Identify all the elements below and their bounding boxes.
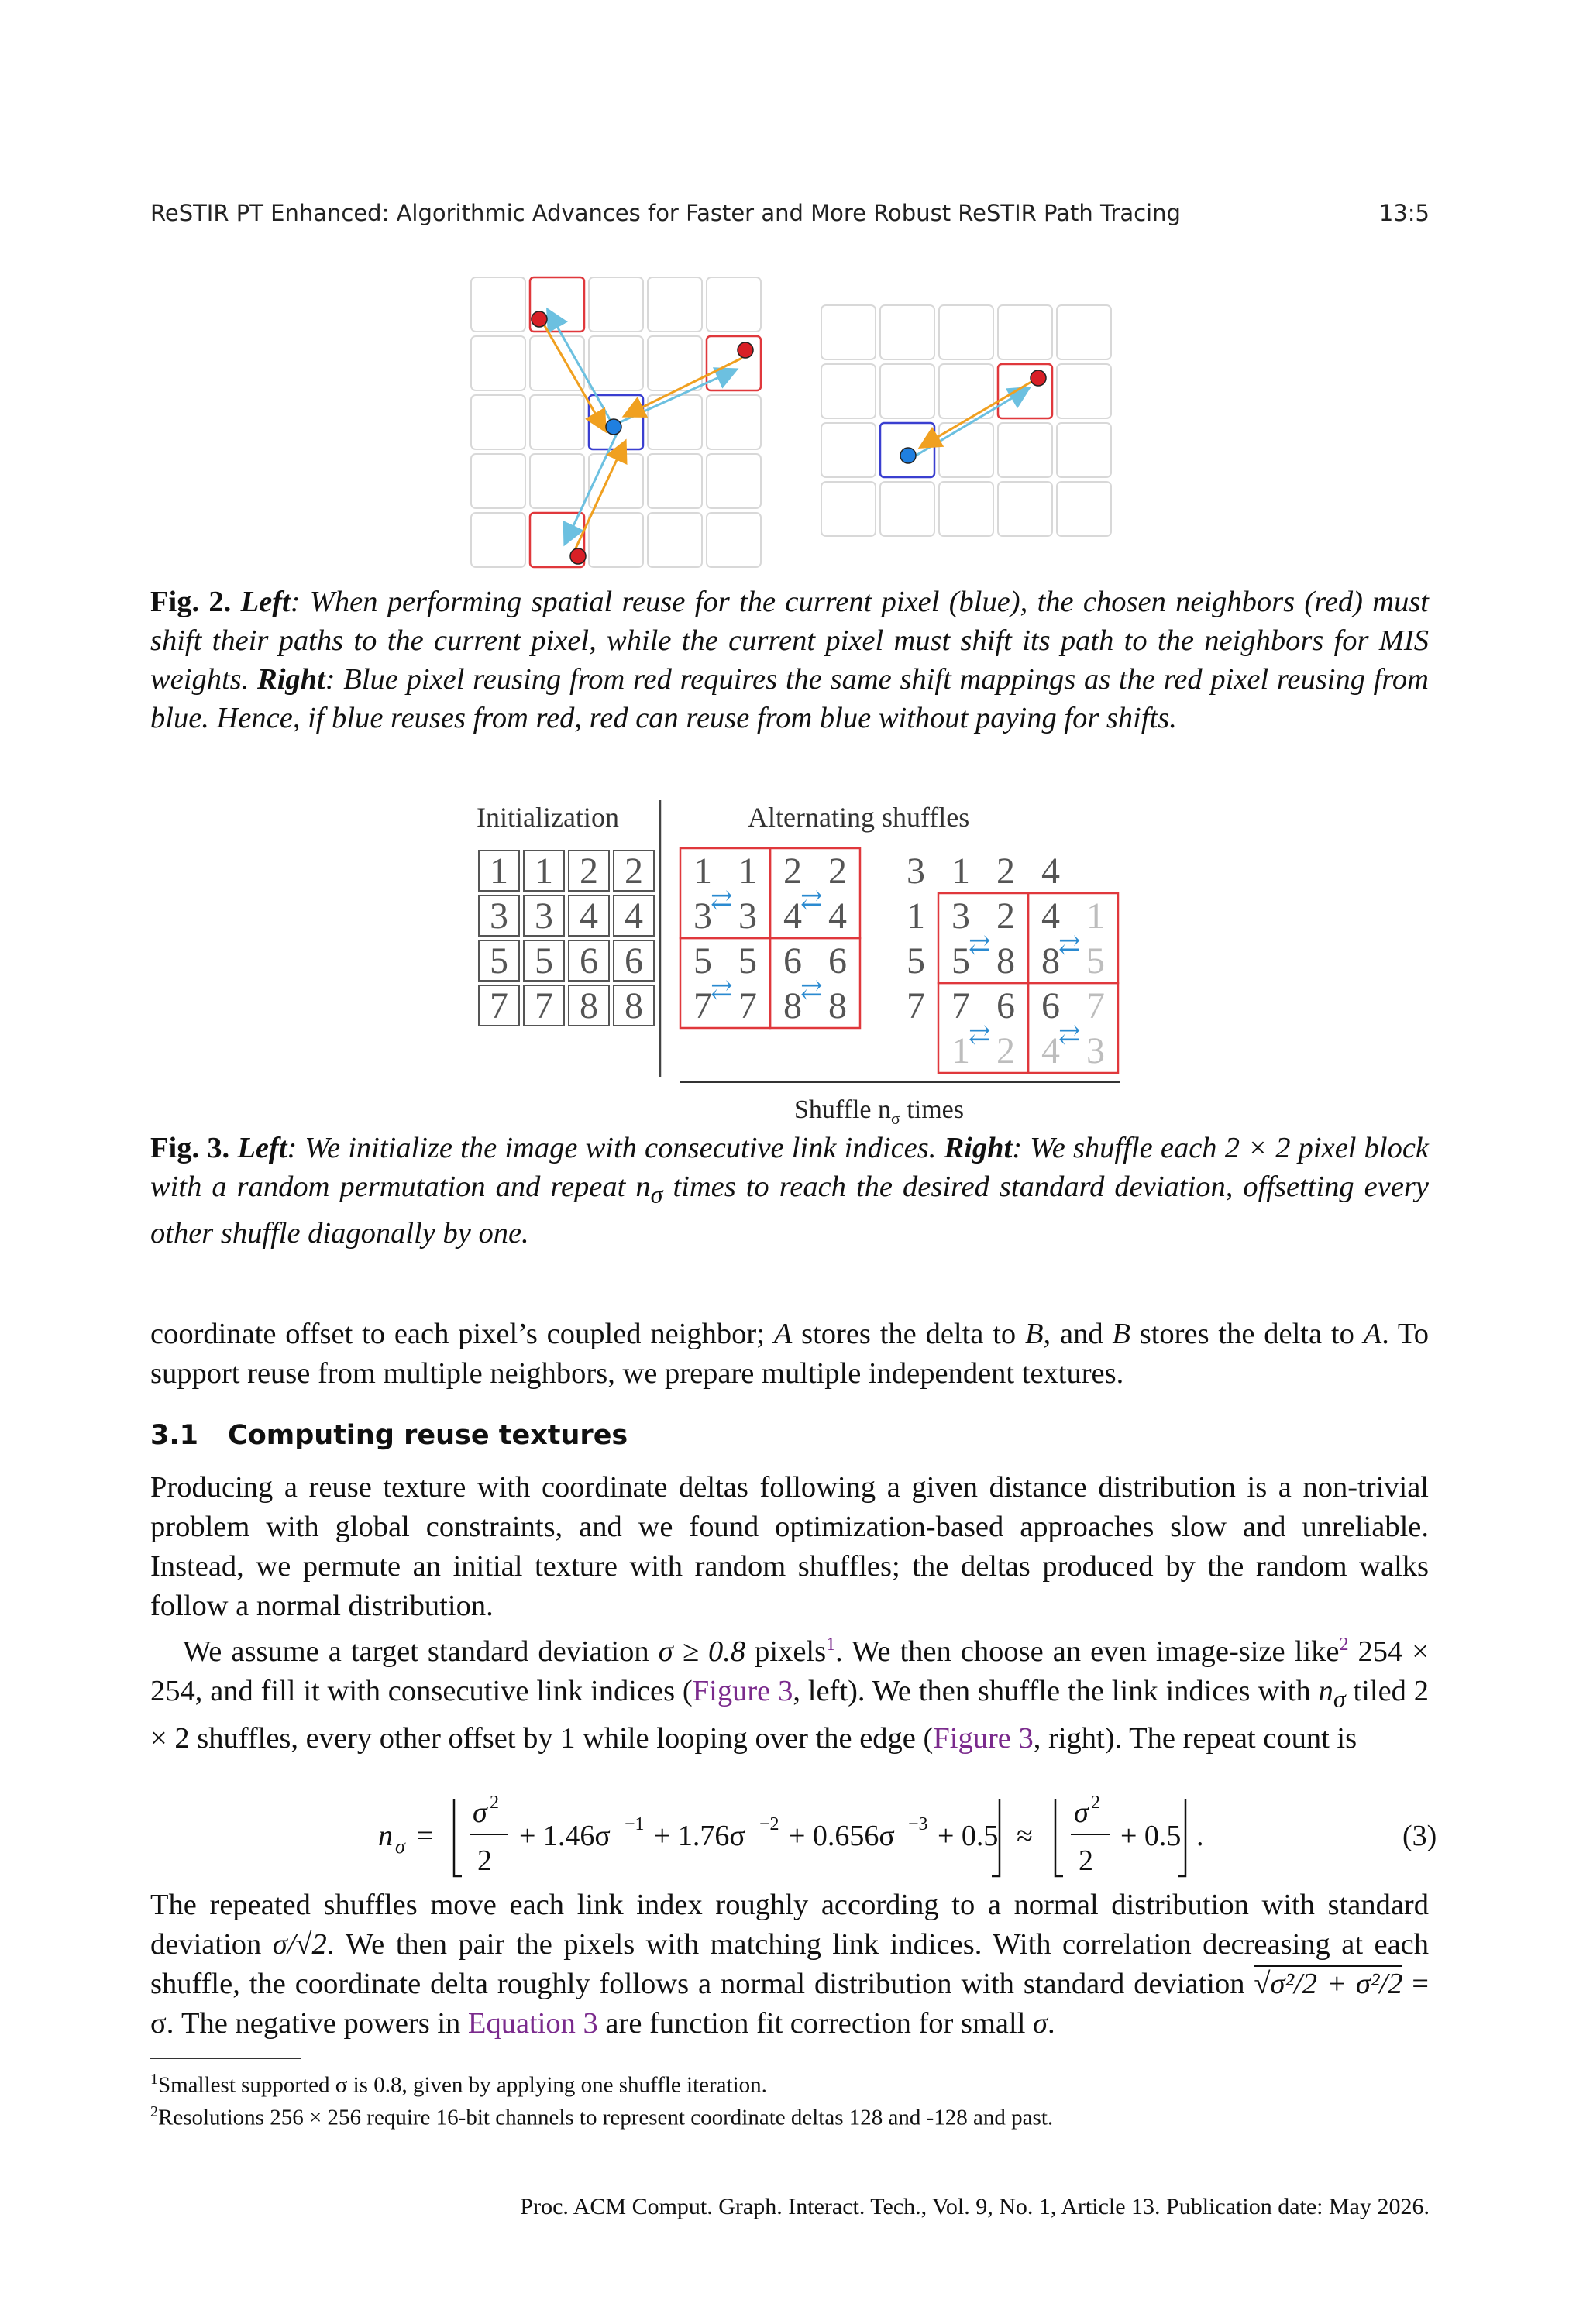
fig3-right-text: : We shuffle each 2 × 2 pixel block with a random permutation and repeat $n_\sigma$ times to reach the desired standard deviation, offsetting every other shuffle diagonally by one.: [150, 1132, 1430, 1250]
svg-text:n: n: [378, 1820, 393, 1852]
link-index: 7: [693, 985, 712, 1027]
fig2-right-text: : Blue pixel reusing from red requires the same shift mappings as the red pixel reusing from blue. Hence, if blue reuses from red, red can reuse from blue without paying for shifts.: [150, 663, 1429, 734]
fig3-alt-title: Alternating shuffles: [748, 802, 970, 833]
link-index: 3: [535, 896, 553, 937]
figure-2-caption: [150, 583, 1429, 737]
page-number: 13:5: [1378, 200, 1430, 226]
link-index: 5: [738, 940, 757, 982]
link-index: 5: [535, 940, 553, 982]
link-index: 5: [693, 940, 712, 982]
footnote-rule: [150, 2058, 301, 2059]
footnote-ref-2[interactable]: 2: [1339, 1635, 1349, 1655]
link-index: 8: [996, 940, 1015, 982]
link-index: 6: [828, 940, 847, 982]
section-title: Computing reuse textures: [228, 1420, 628, 1451]
paragraph-continuation: coordinate offset to each pixel’s coupled neighbor; A stores the delta to B, and B stores the delta to A. To support reuse from multiple neighbors, we prepare multiple independent textures.: [150, 1318, 1430, 1390]
link-index: 5: [951, 940, 970, 982]
fig3-left-word: Left: [237, 1132, 287, 1164]
link-index: 1: [535, 851, 553, 892]
link-index: 5: [1086, 940, 1105, 982]
page-footer: Proc. ACM Comput. Graph. Interact. Tech., Vol. 9, No. 1, Article 13. Publication date: May 2026.: [520, 2194, 1430, 2219]
fig3-left-text: : We initialize the image with consecutive link indices.: [287, 1132, 937, 1164]
fig2-right-word: Right: [257, 663, 325, 696]
equation-number: (3): [1402, 1820, 1437, 1852]
swap-icon: ⇄: [711, 976, 733, 1005]
equation-3: [364, 1782, 1449, 1890]
link-index: 4: [580, 896, 598, 937]
link-index: 3: [693, 896, 712, 937]
svg-text:−3: −3: [908, 1814, 928, 1834]
link-index: 8: [625, 985, 643, 1027]
link-index: 6: [996, 985, 1015, 1027]
link-index: 8: [1041, 940, 1060, 982]
svg-text:−1: −1: [625, 1814, 645, 1834]
link-index: 4: [1041, 896, 1060, 937]
paragraph-intro: Producing a reuse texture with coordinate deltas following a given distance distribution is a non-trivial problem with global constraints, and we found optimization-based approaches slow and unreliable. Instead, we permute an initial texture with random shuffles; the deltas produced by the random walks follow a normal distribution.: [150, 1471, 1429, 1622]
link-index: 7: [907, 985, 925, 1027]
link-index: 7: [951, 985, 970, 1027]
link-index: 5: [490, 940, 508, 982]
svg-text:2: 2: [1079, 1844, 1093, 1877]
figure-2-diagram: [465, 271, 1123, 577]
link-index: 1: [693, 851, 712, 892]
link-index: 2: [996, 896, 1015, 937]
link-index: 7: [535, 985, 553, 1027]
link-index: 1: [1086, 896, 1105, 937]
svg-text:≈: ≈: [1017, 1820, 1033, 1852]
svg-text:+ 0.5: + 0.5: [1120, 1820, 1182, 1852]
link-index: 7: [738, 985, 757, 1027]
link-index: 3: [951, 896, 970, 937]
figure-3-link[interactable]: Figure 3: [692, 1674, 793, 1707]
svg-text:+ 1.46σ: + 1.46σ: [519, 1820, 611, 1852]
figure-3-link-2[interactable]: Figure 3: [933, 1721, 1034, 1755]
svg-text:σ: σ: [473, 1796, 487, 1829]
fig3-right-word: Right: [944, 1132, 1013, 1164]
link-index: 8: [783, 985, 802, 1027]
footnote-ref-1[interactable]: 1: [826, 1635, 836, 1655]
svg-text:σ: σ: [1074, 1796, 1089, 1829]
link-index: 1: [490, 851, 508, 892]
svg-text:2: 2: [1091, 1793, 1100, 1813]
svg-text:+ 0.5: + 0.5: [938, 1820, 999, 1852]
fig2-label: Fig. 2.: [150, 586, 232, 618]
link-index: 6: [783, 940, 802, 982]
link-index: 6: [1041, 985, 1060, 1027]
link-index: 4: [783, 896, 802, 937]
svg-text:+ 1.76σ: + 1.76σ: [654, 1820, 745, 1852]
footnote-1: $^1$Smallest supported σ is 0.8, given by applying one shuffle iteration.: [150, 2071, 767, 2098]
link-index: 4: [1041, 851, 1060, 892]
swap-icon: ⇄: [1058, 1021, 1081, 1050]
svg-text:=: =: [417, 1820, 434, 1852]
link-index: 7: [1086, 985, 1105, 1027]
fig2-left-text: : When performing spatial reuse for the current pixel (blue), the chosen neighbors (red) must shift their paths to the current pixel, while the current pixel must shift its path to the neighbors for MIS weights.: [150, 586, 1430, 696]
svg-text:.: .: [1196, 1820, 1204, 1852]
link-index: 5: [907, 940, 925, 982]
figure-3-diagram: [461, 794, 1127, 1127]
link-index: 3: [907, 851, 925, 892]
link-index: 4: [1041, 1030, 1060, 1072]
equation-3-link[interactable]: Equation 3: [467, 2007, 598, 2040]
swap-icon: ⇄: [969, 1021, 991, 1050]
swap-icon: ⇄: [969, 931, 991, 960]
fig2-left-word: Left: [240, 586, 291, 618]
section-heading: [150, 1420, 628, 1451]
link-index: 2: [996, 1030, 1015, 1072]
link-index: 3: [1086, 1030, 1105, 1072]
link-index: 4: [828, 896, 847, 937]
link-index: 3: [738, 896, 757, 937]
link-index: 7: [490, 985, 508, 1027]
link-index: 4: [625, 896, 643, 937]
link-index: 1: [951, 851, 970, 892]
fig3-shuffle-label: Shuffle $n_\sigma$ times: [794, 1095, 965, 1127]
svg-text:2: 2: [490, 1793, 499, 1813]
link-index: 2: [625, 851, 643, 892]
link-index: 2: [783, 851, 802, 892]
link-index: 8: [580, 985, 598, 1027]
fig3-init-grid: [479, 851, 654, 1026]
svg-text:2: 2: [477, 1844, 492, 1877]
fig3-init-title: Initialization: [477, 802, 619, 833]
figure-3-caption: [150, 1129, 1429, 1253]
swap-icon: ⇄: [1058, 931, 1081, 960]
paragraph-method: We assume a target standard deviation σ ≥ 0.8 pixels$^1$. We then choose an even image-size like$^2$ 254 × 254, and fill it with consecutive link indices (Figure 3, left). We then shuffle the link indices with $n_\sigma$ tiled 2 × 2 shuffles, every other offset by 1 while looping over the edge (Figure 3, right). The repeat count is: [150, 1635, 1430, 1755]
link-index: 6: [580, 940, 598, 982]
section-number: 3.1: [150, 1420, 199, 1451]
swap-icon: ⇄: [711, 886, 733, 915]
link-index: 3: [490, 896, 508, 937]
link-index: 8: [828, 985, 847, 1027]
svg-text:+ 0.656σ: + 0.656σ: [789, 1820, 895, 1852]
link-index: 6: [625, 940, 643, 982]
footnote-2: $^2$Resolutions 256 × 256 require 16-bit channels to represent coordinate deltas 128 and -128 and past.: [150, 2103, 1054, 2130]
svg-text:−2: −2: [759, 1814, 779, 1834]
swap-icon: ⇄: [800, 976, 823, 1005]
link-index: 2: [828, 851, 847, 892]
svg-text:σ: σ: [395, 1835, 405, 1858]
swap-icon: ⇄: [800, 886, 823, 915]
link-index: 1: [907, 896, 925, 937]
fig3-label: Fig. 3.: [150, 1132, 230, 1164]
running-header-title: ReSTIR PT Enhanced: Algorithmic Advances for Faster and More Robust ReSTIR Path Tracing: [150, 200, 1181, 226]
link-index: 2: [996, 851, 1015, 892]
paragraph-analysis: The repeated shuffles move each link index roughly according to a normal distribution with standard deviation σ/√2. We then pair the pixels with matching link indices. With correlation decreasing at each shuffle, the coordinate delta roughly follows a normal distribution with standard deviation √σ²/2 + σ²/2 = σ. The negative powers in Equation 3 are function fit correction for small σ.: [150, 1889, 1429, 2040]
link-index: 2: [580, 851, 598, 892]
link-index: 1: [738, 851, 757, 892]
link-index: 1: [951, 1030, 970, 1072]
swap-icons: [711, 886, 1081, 1050]
